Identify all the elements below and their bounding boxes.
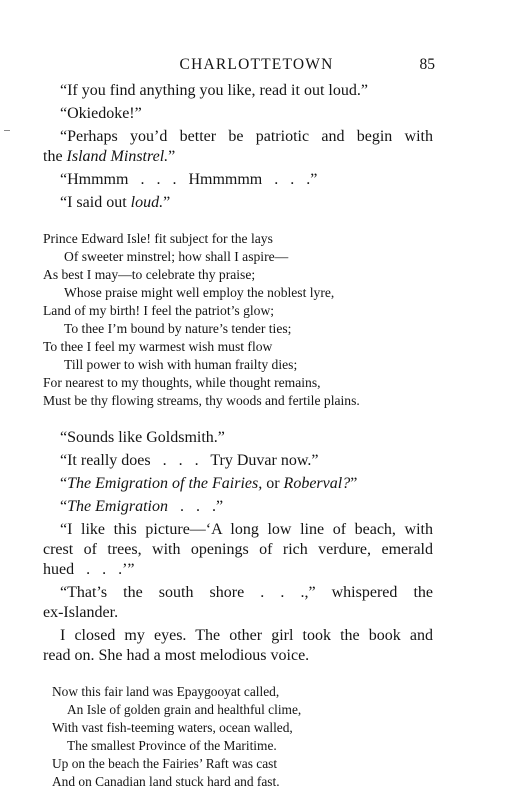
page-title: CHARLOTTETOWN xyxy=(179,56,334,73)
poem-line: To thee I’m bound by nature’s tender ties; xyxy=(64,321,292,336)
dialogue-line: I closed my eyes. The other girl took the book and xyxy=(60,627,433,644)
dialogue-line: “If you find anything you like, read it out loud.” xyxy=(60,82,368,99)
text-span: ” xyxy=(163,194,171,211)
emphasis: loud. xyxy=(130,194,164,211)
poem-line: With vast fish-teeming waters, ocean walled, xyxy=(52,720,293,735)
dialogue-line: “Perhaps you’d better be patriotic and begin with xyxy=(60,128,433,145)
dialogue-line: read on. She had a most melodious voice. xyxy=(43,647,310,664)
dialogue-line: hued . . .’” xyxy=(43,561,135,578)
book-title: Roberval? xyxy=(283,475,351,492)
dialogue-line: crest of trees, with openings of rich verdure, emerald xyxy=(43,541,433,558)
poem-line: Land of my birth! I feel the patriot’s glow; xyxy=(43,303,275,318)
dialogue-line: ex-Islander. xyxy=(43,604,119,621)
margin-mark xyxy=(4,130,10,131)
text-span: “ xyxy=(60,498,68,515)
dialogue-line xyxy=(60,476,357,492)
text-span: ” xyxy=(350,475,358,492)
poem-line: As best I may—to celebrate thy praise; xyxy=(43,267,256,282)
poem-line: For nearest to my thoughts, while thought remains, xyxy=(43,375,321,390)
text-span: ” xyxy=(168,148,176,165)
running-head xyxy=(0,54,513,76)
text-span: or xyxy=(262,475,284,492)
poem-line: Prince Edward Isle! fit subject for the lays xyxy=(43,231,273,246)
text-span: the xyxy=(43,148,67,165)
text-span: “I said out xyxy=(60,194,131,211)
dialogue-line xyxy=(60,499,223,515)
dialogue-line xyxy=(60,195,170,211)
dialogue-line: “Hmmmm . . . Hmmmmm . . .” xyxy=(60,171,318,188)
dialogue-line: “Okiedoke!” xyxy=(60,105,142,122)
poem-line: The smallest Province of the Maritime. xyxy=(67,738,277,753)
poem-line: Till power to wish with human frailty dies; xyxy=(64,357,298,372)
poem-line: Must be thy flowing streams, thy woods and fertile plains. xyxy=(43,393,360,408)
poem-line: And on Canadian land stuck hard and fast. xyxy=(52,774,280,789)
poem-line: An Isle of golden grain and healthful clime, xyxy=(67,702,302,717)
poem-line: To thee I feel my warmest wish must flow xyxy=(43,339,273,354)
dialogue-line: “It really does . . . Try Duvar now.” xyxy=(60,452,319,469)
book-title: The Emigration xyxy=(67,498,168,515)
poem-line: Whose praise might well employ the noblest lyre, xyxy=(64,285,335,300)
poem-line: Now this fair land was Epaygooyat called, xyxy=(52,684,280,699)
book-title: The Emigration of the Fairies, xyxy=(67,475,263,492)
text-span: “ xyxy=(60,475,68,492)
text-span: . . .” xyxy=(168,498,224,515)
book-title: Island Minstrel. xyxy=(66,148,169,165)
poem-line: Of sweeter minstrel; how shall I aspire— xyxy=(64,249,289,264)
dialogue-line xyxy=(43,149,175,165)
dialogue-line: “Sounds like Goldsmith.” xyxy=(60,429,225,446)
page-number: 85 xyxy=(419,56,435,73)
poem-line: Up on the beach the Fairies’ Raft was cast xyxy=(52,756,278,771)
dialogue-line: “That’s the south shore . . .,” whispered the xyxy=(60,584,433,601)
dialogue-line: “I like this picture—‘A long low line of beach, with xyxy=(60,521,433,538)
